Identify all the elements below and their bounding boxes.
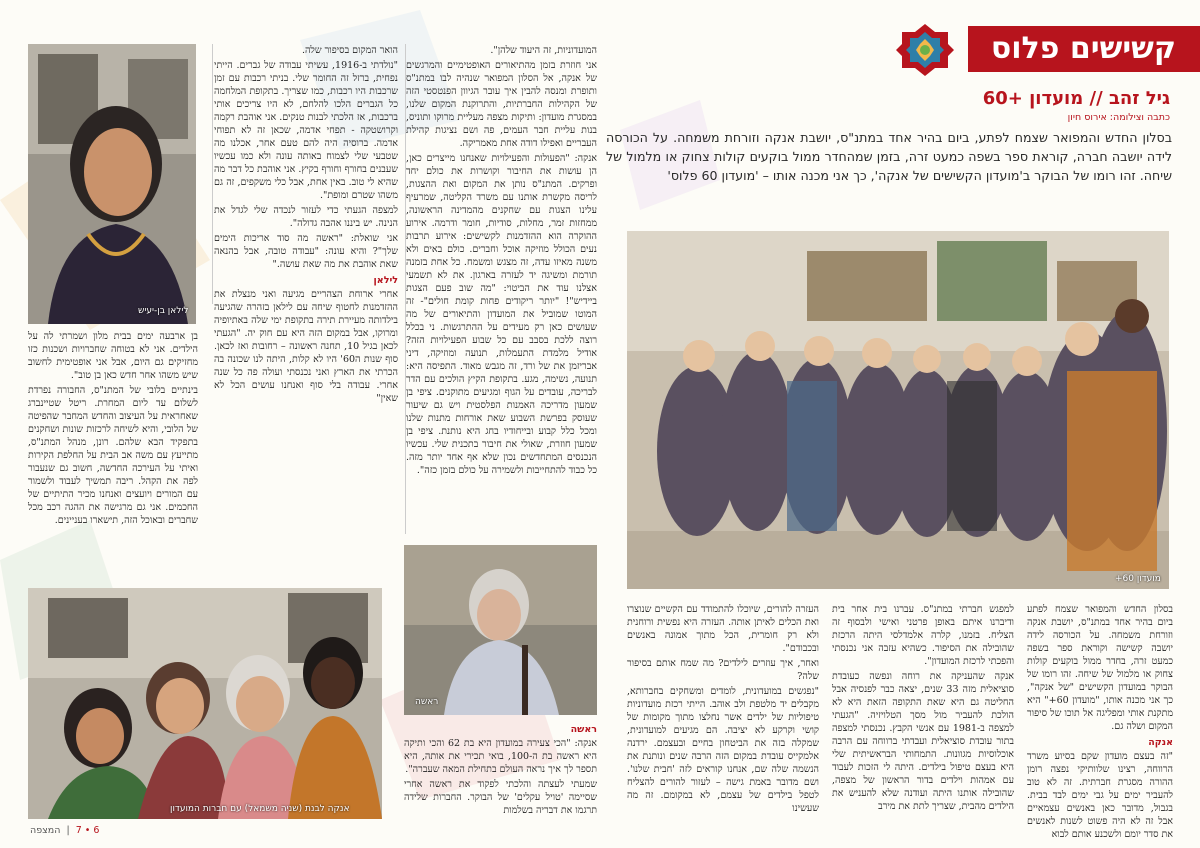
ornament-logo — [894, 22, 956, 78]
group-photo-illustration — [627, 231, 1169, 589]
page-footer: 6 • 7 | המצפה — [30, 825, 100, 836]
friends-photo — [28, 588, 382, 819]
column-6 — [214, 44, 398, 574]
column-6-subheading: לילאן — [373, 275, 398, 286]
column-6-paragraph: אחרי ארוחת הצהריים מגיעה ואני מנצלת את ההזדמנות לחטוף שיחה עם לילאן בזהרה שהגיעה בילדותה מעיירת תירה בתקופת ימי שלה באתיופיה ומרוקו, אבל במקום הזה היא עם חוק יה. "הגעתי לכאן בגיל 10, תחנה ראשונה – רחובות ואז לכאן. סוף שנות ה60' היו לא קלות, היתה לנו שכונה בה הכרתי את הארץ ואני נכנסתי ועולה פה כל שנה אחרי. עבודה בלי סוף ואנחנו עושים הכל לא שאין" — [214, 289, 398, 404]
column-5 — [406, 44, 597, 534]
article-lead: בסלון החדש והמפואר שצמח לפתע, ביום בהיר אחד במתנ"ס, יושבת אנקה וזורחת משמחה. על הכורסה לידה יושבה חברה, קוראת ספר בשפה כמעט זרה, בזמן שמהחדר ממול בוקעים קולות צחוק או מלמול של שיחה. זהו רומו של הבוקר ב'מועדון הקשישים של אנקה', כך אני מכנה אותו – 'מועדון 60 פלוס' — [606, 130, 1172, 183]
friends-illustration — [28, 588, 382, 819]
column-1-subheading: אנקה — [1148, 737, 1173, 748]
column-2 — [832, 603, 1014, 825]
column-2-paragraph: אנקה שהעניקה את רוחה ונפשה כעובדת סוציאלית מזה 33 שנים, יצאה כבר לפנסיה אבל החליטה גם היא שאת התקופה הזאת היא לא הולכת להעביר מול מסך הטלויזיה. "הגעתי למצפה ב-1981 עם אנשי הקבץ. נכנסתי למצפה בתור עובדת סוציאלית ועבדתי ברווחה עם הרבה אוכלוסיות מגוונות. התמחותי הבראשיתית שלי היא בעצם טיפול בילדים. היתה לי הזכות לעבוד עם אמהות וילדים בדור הראשון של מצפה, שהובילה אותנו היתה ועודנה שלא להעניש את הילדים מהבית, שצריך לתת את מירב — [832, 671, 1014, 812]
column-7-paragraph: בן ארבעה ימים בבית מלון ושמרתי לה על הילדים. אני לא בטוחה שחברויות ושכנות כזו מחזיקים גם היום, אבל אני אופטימית לחשוב שיש משהו אחר חדש כאן בן טוב". — [28, 331, 198, 381]
portrait-photo — [28, 44, 196, 324]
group-photo-caption: מועדון 60+ — [1115, 574, 1161, 584]
column-6-paragraph: "נולדתי ב-1916, עשיתי עבודה של גברים. הייתי נפחית, ברזל זה החומר שלי. בניתי רכבות עם זמן שרכבות היו רכבות, כמו שצריך. בתקופת המלחמה כל הגברים הלכו להלחם, לא היו צריכים אותי ברכבות, אז הלכתי לבנות טנקים. אני אוהבת רקמה וקרושטקה - תפחי אדמה, שכאן זה לא תפוחי אדמה. ברוסיה היה להם טעם אחר, אכלנו מה שטבעי שלי לצמוח באותה עונה ולא כמו עכשיו שעבנים בחורף וחורף בקיץ. אני אוהבת כל דבר מה שהיא לי טוב. באין אחת, אבל כלי משקפים, זה גם משהו שטרם ומופת". — [213, 60, 398, 201]
column-3 — [627, 603, 819, 825]
column-4-paragraph: אנקה: "הכי צעירה במועדון היא בת 62 והכי ותיקה היא ראשה בת ה-100, בואי תכירי את אותה, היא תספר לך איך נראה העולם בתחילת המאה שעברה". — [404, 738, 597, 775]
column-7 — [28, 330, 198, 580]
column-3-paragraph: "נפגשים במועדונית, לומדים ומשחקים בחברותא, מקבלים יד מלטפת ולב אוהב. הייתי רכזת מועדוניות טיפוליות של ילדים אשר נחלצו מתוך מקומות של קושי וקרקע לא יציבה. הם מגיעים למועדונית, שמקלה בזה את הביטחון בחיים ובעצמם. ירדנה אלמקייס עובדת במקום הזה הרבה שנים ונותנת את הנשמה שלה שם, אנחנו קוראים לזה 'חבית שלנו'. ושם מדובר באמת גישה – לעזור להורים להצליח לטפל בילדים של עצמם, לא במקומם. זה מה שעשינו — [627, 686, 819, 814]
magazine-name: המצפה — [30, 825, 61, 836]
column-6-paragraph: הואר המקום בסיפור שלה. — [301, 45, 398, 56]
column-1-paragraph: "זה בעצם מועדון שקם בסיוע משרד הרווחה, רצינו שלוותיקי נפצה רומן ההורה מסגרת חברתית. זה לא טוב להעביר ימים על גבי ימים לבד בבית. בגבול, מדובר כאן באנשים עצמאיים אבל זה לא היה פשוט לשנות לאנשים את סדר יומם ולשכנע אותם לבוא — [1027, 751, 1173, 840]
column-4-paragraph: שמעתי לעצתה והלכתי לפקוד את ראשה אחרי שסיימה 'טויל עקלים' של הבוקר. החברות שלידה תרגמו את דבריה בשלמות — [404, 779, 597, 816]
elderly-caption: ראשה — [415, 697, 439, 707]
column-6-paragraph: למצפה הגעתי כדי לעזור לנכדה שלי לגדל את הנינה. יש ביננו אהבה גדולה". — [214, 205, 398, 229]
column-3-paragraph: העזרה להורים, שיוכלו להתמודד עם הקשיים שנוצרו ואת הכלים לאיתן אותה. העזרה היא נפשית ורוחנית ולא רק חומרית, הכל מתוך אמונה באנשים ובכבודם". — [627, 604, 819, 654]
column-7-paragraph: בינתיים בלובי של המתנ"ס, החבורה נפרדת לשלום עד ליום המחרת. ריטל שטיינברג שאחראית על העיצוב והחדש המחבר שהפיטה של הלובי, והיא לשיחה לרכזות שונות ושחקנים בתפקיד הבא שלהם. רונן, מנהל המתנ"ס, מתייעץ עם משה אב הבית על החלפת הקירות ואיתי על העירכה החדשה, חשוב גם שנעבור לפה את הקהל. ריבה תמשיך לעבוד ולשמור עם המורים ויועצים ואנחנו מכיר התיתיים של החכמים. אני גם מרגישה את ההגה רכב מכל שחברים ובאוכל הזה, תישארו בעניינים. — [28, 385, 198, 526]
elderly-illustration — [404, 545, 597, 715]
portrait-illustration — [28, 44, 196, 324]
column-6-paragraph: אני שואלת: "ראשה מה סוד אריכות הימים שלך"? והיא עונה: "עבודה טובה, אבל בהנאה שאת אוהבת את מה שאת עושה." — [214, 233, 398, 270]
section-title: קשישים פלוס — [990, 31, 1176, 66]
column-5-paragraph: המועדוניות, זה היעוד שלהן". — [490, 45, 597, 56]
group-photo — [627, 231, 1169, 589]
page-numbers: 6 • 7 — [75, 825, 100, 836]
friends-caption: אנקה לבנת (שניה משמאל) עם חברות המועדון — [170, 804, 350, 814]
elderly-photo — [404, 545, 597, 715]
column-4-subheading: ראשה — [570, 724, 597, 735]
column-5-paragraph: אני חוזרת בזמן מהתיאורים האופטימיים והמרגשים של אנקה, אל הסלון המפואר שנהיה לבו במתנ"ס ותופרת ומנסה להבין איך עובר הגיוון הפנטסטי הזה של הקהילות החברתיות, והתרוקנת המקום שלנו, במסגרת מועדון: ותיקות מצפה מעליית מרוקו ותוניס, בנות עליית חבר העמים, פה ושם נציגות קהילת העבריים ואפילו דודה אחת מאמריקה. — [406, 60, 597, 149]
column-2-paragraph: למפגש חברתי במתנ"ס. עברנו בית אחר בית ודיברנו איתם באופן פרטני ואישי ולבסוף זה הצליח. בזמנו, קלרה אלמדלסי היתה הרכזת שהובילה את הסיפור. כשהיא עזבה אני נכנסתי והפכתי לרכזת המועדון". — [832, 604, 1014, 667]
portrait-caption: לילאן בן-יעיש — [138, 306, 189, 316]
column-1-paragraph: בסלון החדש והמפואר שצמח לפתע ביום בהיר אחד במתנ"ס, יושבת אנקה וזורחת משמחה. על הכורסה לידה יושבה קשישה וקוראת ספר בשפה כמעט זרה, בחדר ממול בוקעים קולות צחוק או מלמול של שיחה. זהו רומו של הבוקר במועדון הקשישים "של אנקה", כך אני מכנה אותו, "מועדון 60+" היא מתקנת אותי ומפליגה אל תוכו של סיפור המקום ושלה גם. — [1027, 604, 1173, 732]
column-5-paragraph: אנקה: "הפעולות והפעילויות שאנחנו מייצרים כאן, הן עושות את החיבור וקושרות את כולם יחד ופרקים. המתנ"ס נותן את המקום ואת ההצגות, לריסה מקשרת אותנו עם משרד הקליטה, שמרעיף עלינו הצגות עם שחקנים מהמדינה הראשונה, ממחזות זמר, מחלות, סודיות, חומר ודרמה. אירוע ההוקרה הוא ההזדמנות לקשישים: אירוע תרבות נעים הכולל מוזיקה אוכל וחברים. כולם באים ולא משנה מאיזו עדה, זה מצגש ומשמח. כל אחת בזמנה תורמת ומשיגה יד לעזרה בארגון. את לא תשמעי אצלנו עוד את הביטוי: "מה שוב פעם הצגות ביידיש"! "יותר ריקודים פחות קומת חולים"- זה המוטו שמוביל את המועדון והתיאורים של מה שעושים כאן רק מעידים על ההתרגשות. ני בכלל רוצה ללכת בסבב עם כל שבוע הפעילויות הזה? אודיל מלמדת התעמלות, תנועה ומוזיקה, דיני אבריזמן את של ורד, זה מגבש מאוד. התפיסה היא: תנועה, נשימה, מגע. בתקופת הקיץ הולכים עם הדר לבריכה, עובדים על הגוף ומגיעים מתוקנים. ציפי בן שמעון מדריכה האמנות הפלסטית ויש גם שיעור שעוסק בפרשת השבוע שאת אורחות מתנות שלנו ומכל כלל קבוע ובייחודיו בחג היא נותנת. ציפי בן שמעון חוזרת, שאולי את חיבור בתכנית שלי. עכשיו הנכנסים המתחדשים נכון שלא אף אחד יותר מזה. כל כבוד להתחייבות ולשמירה על כולם בזמן כזה". — [406, 153, 597, 476]
column-divider — [212, 44, 213, 304]
column-3-paragraph: ואחר, איך עוזרים לילדים? מה שמח אותם בסיפור שלה? — [627, 658, 819, 682]
column-4 — [404, 720, 597, 828]
article-credit: כתבה וצילומה: אירוס חיון — [1067, 112, 1170, 123]
column-1 — [1027, 603, 1173, 840]
article-byline: גיל זהב // מועדון +60 — [982, 88, 1170, 109]
